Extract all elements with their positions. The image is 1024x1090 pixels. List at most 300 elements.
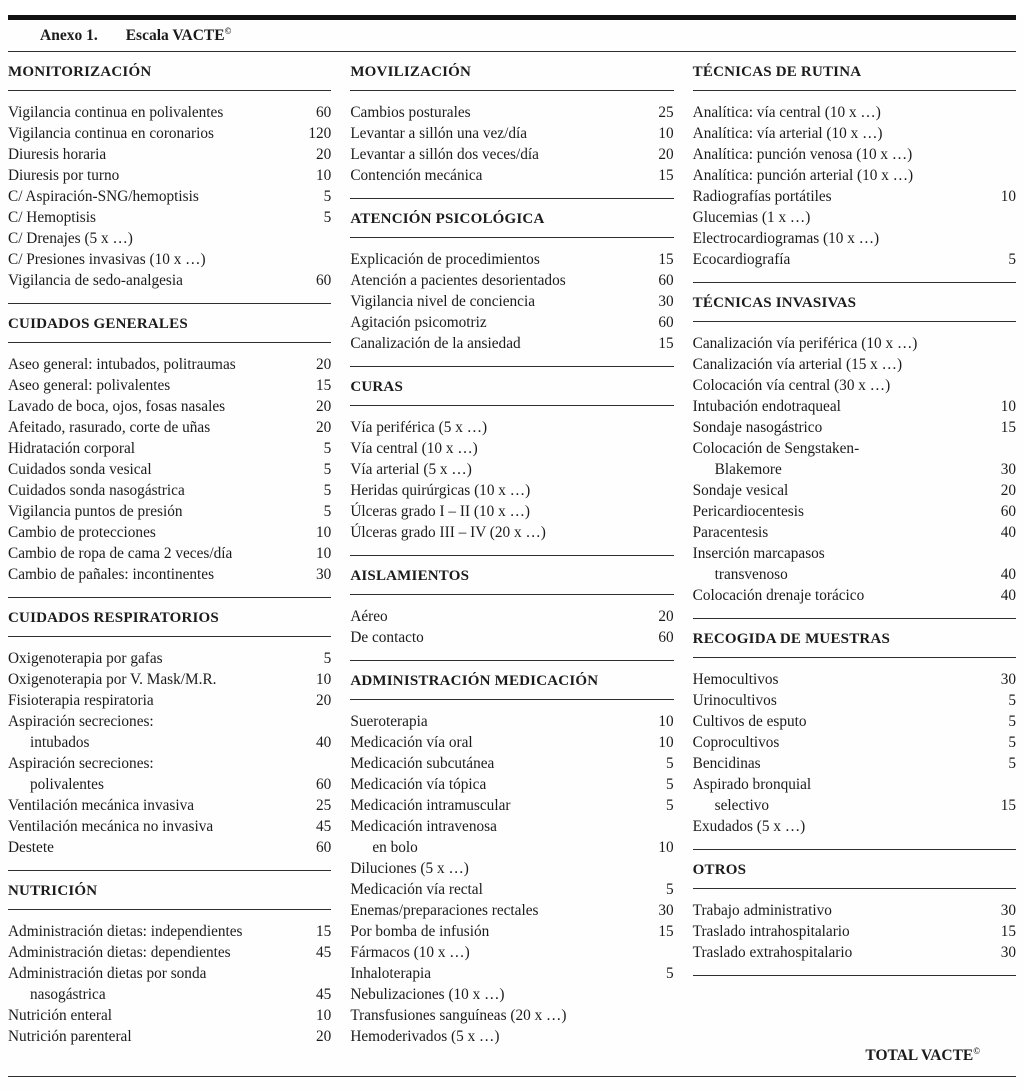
table-row — [8, 354, 331, 375]
table-row — [8, 921, 331, 942]
table-row — [350, 501, 673, 522]
table-row — [693, 774, 1016, 795]
section-header: MOVILIZACIÓN — [350, 62, 673, 91]
item-label: Cambio de pañales: incontinentes — [8, 566, 215, 583]
table-row — [350, 123, 673, 144]
item-value: 10 — [316, 524, 332, 541]
item-value: 15 — [658, 335, 674, 352]
item-value: 10 — [316, 167, 332, 184]
item-label: Analítica: punción arterial (10 x …) — [692, 167, 914, 184]
total-vacte-label: TOTAL VACTE — [865, 1047, 974, 1064]
table-column — [8, 52, 331, 1059]
section-items — [693, 91, 1016, 282]
table-row — [350, 312, 673, 333]
item-label: Aspirado bronquial — [692, 776, 812, 793]
item-label: Oxigenoterapia por gafas — [8, 650, 163, 667]
table-row — [693, 186, 1016, 207]
item-label: Medicación vía rectal — [350, 881, 483, 898]
section-header: OTROS — [693, 860, 1016, 889]
item-label: Canalización vía arterial (15 x …) — [692, 356, 903, 373]
table-row — [350, 795, 673, 816]
table-row — [693, 690, 1016, 711]
table-row — [693, 585, 1016, 606]
table-column — [693, 52, 1016, 1059]
item-value: 15 — [658, 251, 674, 268]
section-header: MONITORIZACIÓN — [8, 62, 331, 91]
table-row — [693, 228, 1016, 249]
table-row — [693, 375, 1016, 396]
item-label: Afeitado, rasurado, corte de uñas — [8, 419, 211, 436]
table-columns — [8, 52, 1016, 1059]
table-row — [8, 501, 331, 522]
item-label: Cultivos de esputo — [692, 713, 807, 730]
item-label: Cuidados sonda vesical — [8, 461, 152, 478]
section-header: TÉCNICAS DE RUTINA — [693, 62, 1016, 91]
table-row — [8, 396, 331, 417]
item-label: Aéreo — [350, 608, 388, 625]
section-header: ADMINISTRACIÓN MEDICACIÓN — [350, 671, 673, 700]
item-label: Aseo general: intubados, politraumas — [8, 356, 236, 373]
item-label: Enemas/preparaciones rectales — [350, 902, 539, 919]
table-row — [693, 123, 1016, 144]
section-items — [350, 406, 673, 555]
item-label: Úlceras grado III – IV (20 x …) — [350, 524, 546, 541]
table-row — [350, 165, 673, 186]
table-row — [693, 396, 1016, 417]
total-vacte-row — [865, 1045, 980, 1066]
item-label: Levantar a sillón una vez/día — [350, 125, 528, 142]
table-row — [350, 774, 673, 795]
item-label: Hidratación corporal — [8, 440, 135, 457]
item-label: Canalización de la ansiedad — [350, 335, 521, 352]
item-value: 5 — [1008, 251, 1016, 268]
section-header: ATENCIÓN PSICOLÓGICA — [350, 209, 673, 238]
item-value: 40 — [1000, 566, 1016, 583]
item-value: 5 — [1008, 713, 1016, 730]
item-label: intubados — [30, 734, 90, 751]
item-value: 10 — [1000, 398, 1016, 415]
item-label: nasogástrica — [30, 986, 106, 1003]
table-row — [693, 417, 1016, 438]
item-label: Inhaloterapia — [350, 965, 432, 982]
item-label: Sueroterapia — [350, 713, 428, 730]
table-title — [8, 20, 1016, 51]
item-label: Coprocultivos — [692, 734, 780, 751]
item-value: 25 — [658, 104, 674, 121]
item-value: 45 — [316, 986, 332, 1003]
item-label: Cambios posturales — [350, 104, 471, 121]
section-header: NUTRICIÓN — [8, 881, 331, 910]
item-value: 10 — [658, 839, 674, 856]
table-row — [8, 270, 331, 291]
title-name — [126, 27, 232, 45]
table-row — [8, 564, 331, 585]
item-label: C/ Drenajes (5 x …) — [8, 230, 133, 247]
item-label: Cuidados sonda nasogástrica — [8, 482, 185, 499]
item-value: 25 — [316, 797, 332, 814]
table-row — [693, 732, 1016, 753]
item-label: Medicación intravenosa — [350, 818, 497, 835]
item-value: 5 — [1008, 692, 1016, 709]
table-row — [8, 795, 331, 816]
item-value: 5 — [1008, 734, 1016, 751]
table-row — [350, 1005, 673, 1026]
table-row — [693, 753, 1016, 774]
table-row — [693, 711, 1016, 732]
item-label: Paracentesis — [692, 524, 769, 541]
item-label: Por bomba de infusión — [350, 923, 490, 940]
item-label: Vía central (10 x …) — [350, 440, 478, 457]
section-items — [8, 343, 331, 597]
table-row — [693, 921, 1016, 942]
table-row — [350, 732, 673, 753]
table-row — [8, 669, 331, 690]
item-label: Sondaje nasogástrico — [692, 419, 823, 436]
item-value: 20 — [316, 146, 332, 163]
table-section — [693, 52, 1016, 283]
table-row — [350, 711, 673, 732]
section-header: RECOGIDA DE MUESTRAS — [693, 629, 1016, 658]
table-section — [8, 52, 331, 304]
item-label: Medicación subcutánea — [350, 755, 495, 772]
section-items — [693, 889, 1016, 975]
item-value: 30 — [1000, 902, 1016, 919]
item-label: Vigilancia continua en polivalentes — [8, 104, 224, 121]
item-value: 30 — [658, 293, 674, 310]
item-label: Blakemore — [714, 461, 782, 478]
table-row — [350, 270, 673, 291]
item-label: Vigilancia puntos de presión — [8, 503, 183, 520]
item-value: 15 — [316, 923, 332, 940]
item-label: Sondaje vesical — [692, 482, 789, 499]
item-label: Vigilancia continua en coronarios — [8, 125, 214, 142]
item-value: 10 — [658, 713, 674, 730]
item-label: Analítica: vía arterial (10 x …) — [692, 125, 883, 142]
item-label: Colocación vía central (30 x …) — [692, 377, 891, 394]
item-value: 20 — [316, 419, 332, 436]
table-row — [8, 144, 331, 165]
item-label: Diuresis por turno — [8, 167, 120, 184]
item-value: 20 — [316, 692, 332, 709]
table-row — [8, 186, 331, 207]
item-label: transvenoso — [714, 566, 788, 583]
item-value: 20 — [316, 356, 332, 373]
section-header: CURAS — [350, 377, 673, 406]
item-label: Nutrición parenteral — [8, 1028, 132, 1045]
table-row — [8, 375, 331, 396]
item-value: 5 — [666, 776, 674, 793]
table-section — [693, 850, 1016, 976]
table-row — [8, 459, 331, 480]
item-value: 20 — [658, 146, 674, 163]
table-row — [8, 648, 331, 669]
item-label: Traslado intrahospitalario — [692, 923, 850, 940]
table-row — [8, 249, 331, 270]
section-items — [8, 91, 331, 303]
section-header: CUIDADOS GENERALES — [8, 314, 331, 343]
section-header: CUIDADOS RESPIRATORIOS — [8, 608, 331, 637]
item-value: 60 — [658, 314, 674, 331]
item-label: Colocación de Sengstaken- — [692, 440, 860, 457]
item-label: Administración dietas: dependientes — [8, 944, 231, 961]
table-row — [8, 711, 331, 732]
table-row — [8, 753, 331, 774]
item-value: 5 — [1008, 755, 1016, 772]
table-row — [350, 480, 673, 501]
item-value: 60 — [658, 629, 674, 646]
item-label: C/ Aspiración-SNG/hemoptisis — [8, 188, 199, 205]
table-row — [350, 333, 673, 354]
item-label: Electrocardiogramas (10 x …) — [692, 230, 880, 247]
table-row — [693, 438, 1016, 459]
table-row — [350, 417, 673, 438]
table-row — [693, 669, 1016, 690]
table-row — [8, 522, 331, 543]
item-value: 120 — [308, 125, 332, 142]
copyright-superscript-icon: © — [224, 25, 232, 36]
item-value: 10 — [1000, 188, 1016, 205]
table-row — [350, 963, 673, 984]
item-label: Pericardiocentesis — [692, 503, 804, 520]
item-label: Intubación endotraqueal — [692, 398, 841, 415]
item-label: Trabajo administrativo — [692, 902, 832, 919]
item-label: Ventilación mecánica no invasiva — [8, 818, 214, 835]
table-row — [8, 480, 331, 501]
table-section — [8, 598, 331, 871]
item-label: Medicación vía oral — [350, 734, 473, 751]
table-row — [350, 627, 673, 648]
section-items — [350, 700, 673, 1059]
item-value: 5 — [323, 482, 332, 499]
table-row — [693, 144, 1016, 165]
total-copyright-superscript-icon: © — [973, 1045, 980, 1056]
item-label: Contención mecánica — [350, 167, 483, 184]
table-row — [693, 333, 1016, 354]
item-value: 15 — [1000, 923, 1016, 940]
table-column — [350, 52, 673, 1059]
item-value: 30 — [658, 902, 674, 919]
table-row — [350, 102, 673, 123]
item-value: 30 — [1000, 944, 1016, 961]
table-row — [8, 102, 331, 123]
item-value: 60 — [316, 839, 332, 856]
item-value: 5 — [323, 188, 332, 205]
table-section — [350, 556, 673, 661]
item-value: 10 — [316, 671, 332, 688]
table-row — [350, 459, 673, 480]
item-value: 30 — [1000, 671, 1016, 688]
table-row — [8, 816, 331, 837]
table-row — [8, 690, 331, 711]
item-label: Cambio de ropa de cama 2 veces/día — [8, 545, 233, 562]
table-section — [350, 367, 673, 556]
table-row — [350, 438, 673, 459]
section-header: TÉCNICAS INVASIVAS — [693, 293, 1016, 322]
table-row — [350, 249, 673, 270]
table-row — [350, 606, 673, 627]
table-row — [693, 102, 1016, 123]
item-value: 15 — [1000, 419, 1016, 436]
item-value: 20 — [1000, 482, 1016, 499]
table-section — [350, 199, 673, 367]
item-label: Destete — [8, 839, 54, 856]
table-row — [350, 753, 673, 774]
item-label: Lavado de boca, ojos, fosas nasales — [8, 398, 226, 415]
item-value: 30 — [1000, 461, 1016, 478]
item-value: 10 — [316, 545, 332, 562]
item-label: Aspiración secreciones: — [8, 713, 154, 730]
section-header: AISLAMIENTOS — [350, 566, 673, 595]
item-label: Cambio de protecciones — [8, 524, 156, 541]
table-section — [350, 661, 673, 1059]
item-value: 60 — [316, 104, 332, 121]
table-section — [693, 283, 1016, 619]
table-row — [8, 417, 331, 438]
item-label: Levantar a sillón dos veces/día — [350, 146, 539, 163]
table-row — [693, 795, 1016, 816]
table-row — [350, 1026, 673, 1047]
item-value: 40 — [1000, 587, 1016, 604]
item-label: Aspiración secreciones: — [8, 755, 154, 772]
item-value: 60 — [316, 272, 332, 289]
item-value: 5 — [323, 503, 332, 520]
item-value: 5 — [323, 440, 332, 457]
table-section — [8, 304, 331, 598]
item-value: 5 — [323, 461, 332, 478]
table-row — [693, 900, 1016, 921]
item-value: 15 — [658, 167, 674, 184]
table-row — [693, 942, 1016, 963]
item-value: 45 — [316, 944, 332, 961]
table-row — [350, 816, 673, 837]
item-label: Vía periférica (5 x …) — [350, 419, 488, 436]
item-value: 40 — [1000, 524, 1016, 541]
table-row — [8, 942, 331, 963]
item-label: Glucemias (1 x …) — [692, 209, 811, 226]
item-value: 20 — [316, 1028, 332, 1045]
table-row — [350, 942, 673, 963]
item-label: Vigilancia nivel de conciencia — [350, 293, 536, 310]
item-value: 60 — [658, 272, 674, 289]
table-row — [350, 921, 673, 942]
item-label: Diuresis horaria — [8, 146, 107, 163]
table-row — [693, 543, 1016, 564]
table-row — [693, 522, 1016, 543]
table-row — [8, 543, 331, 564]
table-row — [693, 459, 1016, 480]
table-row — [8, 1005, 331, 1026]
table-row — [8, 837, 331, 858]
item-label: Urinocultivos — [692, 692, 777, 709]
table-section — [350, 52, 673, 199]
table-row — [693, 354, 1016, 375]
scanned-table-page — [0, 15, 1024, 1090]
item-label: selectivo — [714, 797, 770, 814]
item-value: 5 — [666, 797, 674, 814]
table-row — [693, 480, 1016, 501]
item-label: Bencidinas — [692, 755, 761, 772]
bottom-rule — [8, 1076, 1016, 1077]
item-value: 45 — [316, 818, 332, 835]
table-row — [693, 564, 1016, 585]
item-label: Inserción marcapasos — [692, 545, 825, 562]
item-value: 10 — [316, 1007, 332, 1024]
table-row — [350, 522, 673, 543]
table-row — [8, 438, 331, 459]
item-label: Hemoderivados (5 x …) — [350, 1028, 500, 1045]
table-row — [8, 123, 331, 144]
item-label: Heridas quirúrgicas (10 x …) — [350, 482, 531, 499]
item-value: 5 — [323, 209, 332, 226]
table-row — [693, 207, 1016, 228]
table-row — [8, 165, 331, 186]
section-items — [693, 322, 1016, 618]
item-label: Agitación psicomotriz — [350, 314, 487, 331]
item-label: Nutrición enteral — [8, 1007, 113, 1024]
table-row — [350, 144, 673, 165]
title-prefix: Anexo 1. — [40, 26, 98, 44]
table-row — [350, 858, 673, 879]
item-label: Nebulizaciones (10 x …) — [350, 986, 505, 1003]
table-row — [693, 249, 1016, 270]
item-label: Vigilancia de sedo-analgesia — [8, 272, 183, 289]
item-label: Úlceras grado I – II (10 x …) — [350, 503, 530, 520]
title-text: Escala VACTE — [125, 26, 225, 44]
item-label: Fisioterapia respiratoria — [8, 692, 154, 709]
table-row — [350, 984, 673, 1005]
item-label: en bolo — [372, 839, 418, 856]
section-items — [8, 637, 331, 870]
item-value: 15 — [658, 923, 674, 940]
item-label: Analítica: vía central (10 x …) — [692, 104, 881, 121]
section-items — [350, 238, 673, 366]
item-label: Colocación drenaje torácico — [692, 587, 865, 604]
item-value: 40 — [316, 734, 332, 751]
item-label: Ecocardiografía — [692, 251, 791, 268]
table-row — [8, 207, 331, 228]
section-items — [693, 658, 1016, 849]
item-label: De contacto — [350, 629, 424, 646]
item-value: 10 — [658, 734, 674, 751]
item-value: 5 — [666, 881, 674, 898]
item-label: Administración dietas: independientes — [8, 923, 243, 940]
item-label: Canalización vía periférica (10 x …) — [692, 335, 918, 352]
item-value: 5 — [323, 650, 332, 667]
item-value: 60 — [316, 776, 332, 793]
table-row — [8, 228, 331, 249]
table-row — [693, 165, 1016, 186]
item-label: Medicación vía tópica — [350, 776, 487, 793]
table-row — [350, 837, 673, 858]
item-value: 5 — [666, 755, 674, 772]
table-row — [693, 501, 1016, 522]
item-label: Hemocultivos — [692, 671, 779, 688]
table-row — [8, 984, 331, 1005]
item-value: 30 — [316, 566, 332, 583]
table-section — [693, 619, 1016, 850]
table-row — [8, 774, 331, 795]
section-items — [350, 595, 673, 660]
item-label: Traslado extrahospitalario — [692, 944, 853, 961]
table-row — [8, 732, 331, 753]
item-value: 15 — [316, 377, 332, 394]
item-label: Ventilación mecánica invasiva — [8, 797, 195, 814]
item-label: Explicación de procedimientos — [350, 251, 540, 268]
item-label: Oxigenoterapia por V. Mask/M.R. — [8, 671, 217, 688]
item-value: 20 — [316, 398, 332, 415]
item-label: Aseo general: polivalentes — [8, 377, 171, 394]
table-row — [8, 963, 331, 984]
